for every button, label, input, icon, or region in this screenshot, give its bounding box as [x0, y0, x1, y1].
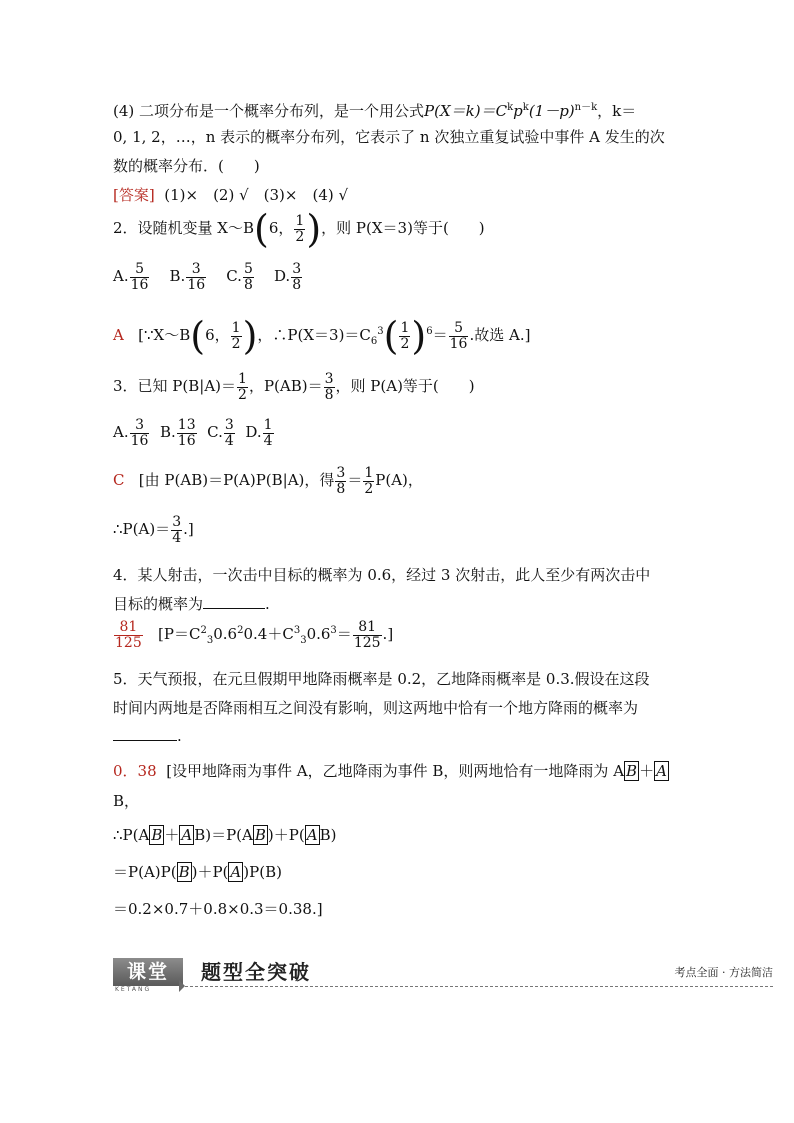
- q2-option-a[interactable]: A. $\frac{5}{16}$: [113, 261, 149, 293]
- q3-stem: 3．已知 P(B|A)＝ $\frac{1}{2}$ ，P(AB)＝ $\frac{3}{8}$ ，则 P(A)等于( ): [113, 371, 475, 403]
- answer-key-row: [113, 184, 683, 205]
- q5-solution-line-4: ＝P(A)P( B )＋P( A )P(B): [113, 863, 282, 881]
- section-banner: [113, 958, 773, 998]
- q4-answer: $\frac{81}{125}$: [115, 619, 142, 651]
- q3-option-c[interactable]: C. $\frac{3}{4}$: [207, 417, 234, 449]
- q3-answer-letter: C: [113, 471, 125, 490]
- q2-option-c[interactable]: C. $\frac{5}{8}$: [226, 261, 253, 293]
- q3-solution-line-1: C [由 P(AB)＝P(A)P(B|A)，得 $\frac{3}{8}$ ＝ $\frac{1}{2}$ P(A)，: [113, 465, 423, 497]
- item-4-line-1: (4) 二项分布是一个概率分布列，是一个用公式$P(X=k)=C^kp^k(1-p)^{n-k}$，k＝: [113, 102, 637, 120]
- q2-solution: A [∵X～B(6， $\frac{1}{2}$ )，$\therefore P(X=3)=C_6^3$( $\frac{1}{2}$ )$^6$＝ $\frac{5}{16}$ .故选 A.]: [113, 314, 531, 358]
- banner-title: 题型全突破: [201, 960, 311, 984]
- q5-solution-line-5: ＝0.2×0.7＋0.8×0.3＝0.38.]: [113, 900, 323, 918]
- q2-stem: 2．设随机变量 X～B(6， $\frac{1}{2}$ )，则 P(X＝3)等于( ): [113, 207, 485, 251]
- q3-option-a[interactable]: A. $\frac{3}{16}$: [113, 417, 149, 449]
- q3-options: [113, 418, 683, 448]
- q3-solution-line-2: ∴P(A)＝ $\frac{3}{4}$ .]: [113, 514, 194, 546]
- q5-solution-line-2: B，: [113, 792, 140, 810]
- q5-line-1: 5．天气预报，在元旦假期甲地降雨概率是 0.2，乙地降雨概率是 0.3.假设在这段: [113, 670, 650, 688]
- item-4-line-3: 数的概率分布．( ): [113, 157, 260, 175]
- q5-solution-line-3: ∴P(A B ＋ A B)＝P(A B )＋P( A B): [113, 826, 337, 844]
- q5-solution-line-1: 0．38 [设甲地降雨为事件 A，乙地降雨为事件 B，则两地恰有一地降雨为 A B ＋ A: [113, 762, 667, 780]
- q4-line-1: 4．某人射击，一次击中目标的概率为 0.6，经过 3 次射击，此人至少有两次击中: [113, 566, 651, 584]
- q4-line-2: 目标的概率为 .: [113, 595, 270, 613]
- banner-badge: 课堂: [113, 958, 183, 986]
- q3-option-b[interactable]: B. $\frac{13}{16}$: [159, 417, 196, 449]
- q2-answer-letter: A: [113, 326, 124, 344]
- q4-answer-blank[interactable]: [203, 594, 265, 609]
- banner-badge-sub: KETANG: [115, 986, 152, 993]
- banner-tagline: 考点全面 · 方法简洁: [674, 966, 773, 979]
- q5-answer: 0．38: [113, 762, 157, 780]
- q5-line-2: 时间内两地是否降雨相互之间没有影响，则这两地中恰有一个地方降雨的概率为: [113, 699, 639, 717]
- q2-options: [113, 262, 683, 292]
- q3-option-d[interactable]: D. $\frac{1}{4}$: [245, 417, 273, 449]
- answer-key-label: [答案]: [113, 186, 155, 204]
- q2-option-b[interactable]: B. $\frac{3}{16}$: [169, 261, 206, 293]
- q2-frac: $\frac{1}{2}$: [295, 212, 305, 245]
- q5-line-3: .: [113, 726, 683, 745]
- answer-key-text: (1)× (2) √ (3)× (4) √: [164, 186, 349, 204]
- q4-solution: $\frac{81}{125}$ [$P=C^2_30.6^20.4+C^3_30.6^3=$ $\frac{81}{125}$ .]: [115, 619, 394, 651]
- banner-divider: [185, 986, 773, 987]
- q2-option-d[interactable]: D. $\frac{3}{8}$: [273, 261, 302, 293]
- q5-answer-blank[interactable]: [113, 726, 177, 741]
- item-4-line-2: 0, 1, 2，…，n 表示的概率分布列，它表示了 n 次独立重复试验中事件 A 发生的次: [113, 128, 665, 146]
